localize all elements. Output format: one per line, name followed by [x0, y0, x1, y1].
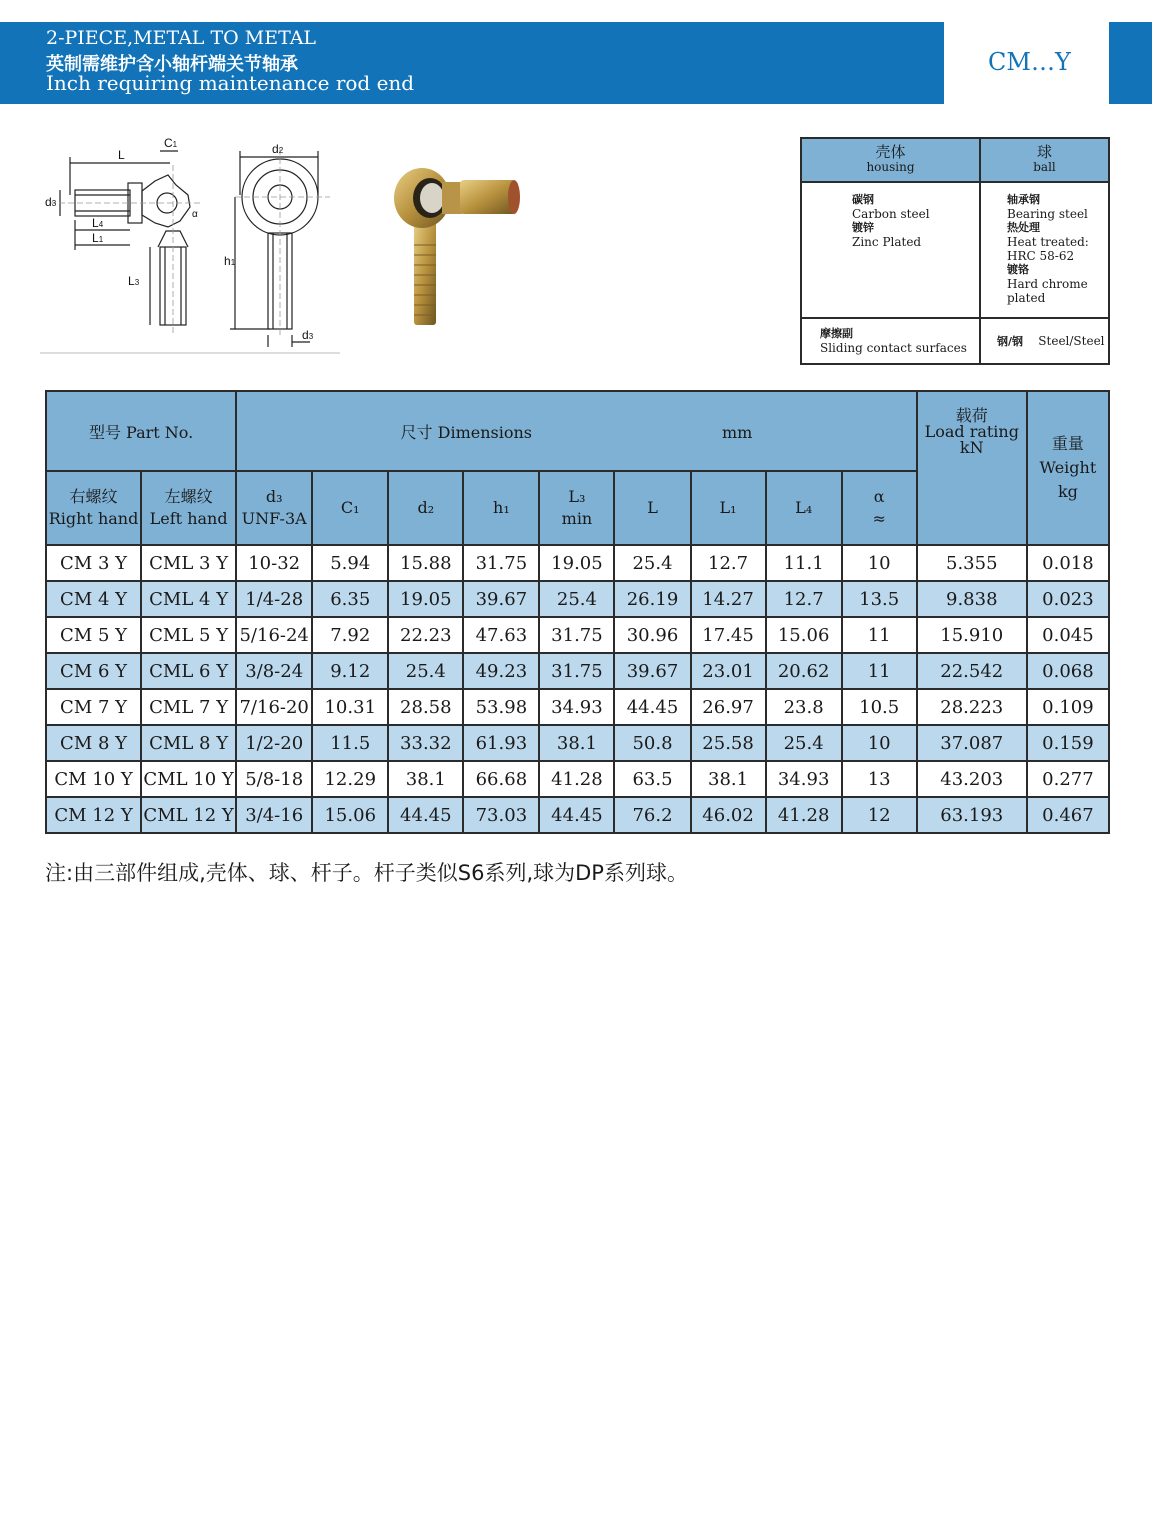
table-cell: 7/16-20: [236, 689, 312, 725]
table-cell: 34.93: [539, 689, 614, 725]
table-cell: 12.7: [766, 581, 842, 617]
table-cell: 1/2-20: [236, 725, 312, 761]
svg-text:α: α: [192, 209, 198, 220]
housing-header: 壳体 housing: [801, 138, 980, 182]
left-hand-header: 左螺纹 Left hand: [141, 471, 236, 545]
table-cell: 15.910: [917, 617, 1027, 653]
table-cell: CML 6 Y: [141, 653, 236, 689]
table-cell: 38.1: [539, 725, 614, 761]
ball-materials: 轴承钢 Bearing steel 热处理 Heat treated: HRC 58-62 镀铬 Hard chrome plated: [980, 182, 1109, 318]
table-row: [46, 581, 1109, 617]
table-cell: 0.018: [1027, 545, 1109, 581]
table-cell: 73.03: [463, 797, 539, 833]
materials-table: [800, 137, 1110, 365]
table-cell: 47.63: [463, 617, 539, 653]
table-cell: 49.23: [463, 653, 539, 689]
table-cell: CML 10 Y: [141, 761, 236, 797]
table-cell: 25.4: [388, 653, 463, 689]
table-cell: 34.93: [766, 761, 842, 797]
table-cell: CML 8 Y: [141, 725, 236, 761]
table-cell: 31.75: [539, 617, 614, 653]
table-cell: 7.92: [312, 617, 388, 653]
table-cell: 63.5: [614, 761, 690, 797]
svg-text:d3: d3: [45, 195, 57, 209]
table-cell: 53.98: [463, 689, 539, 725]
table-cell: 6.35: [312, 581, 388, 617]
col-d2-header: d₂: [388, 471, 463, 545]
table-cell: 31.75: [463, 545, 539, 581]
table-cell: 22.542: [917, 653, 1027, 689]
table-row: [46, 653, 1109, 689]
side-thread: [75, 190, 130, 216]
table-row: [46, 689, 1109, 725]
table-cell: 11.5: [312, 725, 388, 761]
table-row: [46, 725, 1109, 761]
table-cell: 12.7: [691, 545, 766, 581]
col-L-header: L: [614, 471, 690, 545]
svg-text:d2: d2: [272, 142, 284, 156]
table-cell: 30.96: [614, 617, 690, 653]
col-c1-header: C₁: [312, 471, 388, 545]
table-cell: 41.28: [766, 797, 842, 833]
table-cell: 14.27: [691, 581, 766, 617]
table-cell: 37.087: [917, 725, 1027, 761]
footnote: 注:由三部件组成,壳体、球、杆子。杆子类似S6系列,球为DP系列球。: [45, 861, 688, 885]
header-title-en: 2-PIECE,METAL TO METAL: [46, 27, 317, 49]
table-cell: 41.28: [539, 761, 614, 797]
header-banner: [0, 22, 944, 104]
table-cell: 13: [842, 761, 917, 797]
sliding-surfaces-value: 钢/钢 Steel/Steel: [980, 318, 1109, 364]
table-row: [46, 617, 1109, 653]
table-cell: 10.31: [312, 689, 388, 725]
table-cell: 3/8-24: [236, 653, 312, 689]
side-head: [142, 175, 190, 227]
col-alpha-header: α ≈: [842, 471, 917, 545]
svg-text:L: L: [118, 148, 125, 162]
table-cell: 11: [842, 617, 917, 653]
weight-header: 重量 Weight kg: [1027, 391, 1109, 545]
table-cell: CM 10 Y: [46, 761, 141, 797]
svg-text:L4: L4: [92, 216, 104, 230]
table-cell: 10.5: [842, 689, 917, 725]
table-cell: 12: [842, 797, 917, 833]
table-cell: 13.5: [842, 581, 917, 617]
table-cell: CM 12 Y: [46, 797, 141, 833]
col-l3-header: L₃ min: [539, 471, 614, 545]
table-cell: CML 5 Y: [141, 617, 236, 653]
table-cell: 38.1: [691, 761, 766, 797]
table-cell: CM 3 Y: [46, 545, 141, 581]
table-row: [46, 545, 1109, 581]
table-cell: CM 5 Y: [46, 617, 141, 653]
series-code: CM…Y: [988, 48, 1071, 76]
table-cell: CML 4 Y: [141, 581, 236, 617]
table-cell: 44.45: [614, 689, 690, 725]
table-cell: 0.023: [1027, 581, 1109, 617]
table-cell: 23.01: [691, 653, 766, 689]
table-cell: 26.19: [614, 581, 690, 617]
table-cell: 28.223: [917, 689, 1027, 725]
photo-stud: [460, 180, 516, 214]
dimensions-header: 尺寸 Dimensions mm: [236, 391, 917, 471]
technical-drawing: [40, 135, 350, 357]
header-title-cn: 英制需维护含小轴杆端关节轴承: [46, 54, 298, 75]
col-l4-header: L₄: [766, 471, 842, 545]
table-cell: 1/4-28: [236, 581, 312, 617]
table-cell: 20.62: [766, 653, 842, 689]
table-cell: 22.23: [388, 617, 463, 653]
table-cell: 5.355: [917, 545, 1027, 581]
right-hand-header: 右螺纹 Right hand: [46, 471, 141, 545]
table-cell: 5/16-24: [236, 617, 312, 653]
table-cell: 0.109: [1027, 689, 1109, 725]
table-cell: 0.045: [1027, 617, 1109, 653]
table-cell: 9.12: [312, 653, 388, 689]
table-cell: CM 6 Y: [46, 653, 141, 689]
svg-text:d3: d3: [302, 328, 314, 342]
table-cell: 5.94: [312, 545, 388, 581]
col-h1-header: h₁: [463, 471, 539, 545]
table-cell: 25.4: [539, 581, 614, 617]
table-cell: 10: [842, 725, 917, 761]
table-cell: 11.1: [766, 545, 842, 581]
table-cell: 38.1: [388, 761, 463, 797]
table-cell: 44.45: [539, 797, 614, 833]
table-cell: 43.203: [917, 761, 1027, 797]
table-cell: 25.4: [766, 725, 842, 761]
product-photo: [392, 160, 522, 330]
table-cell: CM 4 Y: [46, 581, 141, 617]
part-no-header: 型号 Part No.: [46, 391, 236, 471]
table-cell: CML 7 Y: [141, 689, 236, 725]
table-cell: 76.2: [614, 797, 690, 833]
table-cell: CM 8 Y: [46, 725, 141, 761]
table-cell: 17.45: [691, 617, 766, 653]
table-cell: 10: [842, 545, 917, 581]
table-cell: CML 3 Y: [141, 545, 236, 581]
svg-text:h1: h1: [224, 254, 236, 268]
table-cell: 3/4-16: [236, 797, 312, 833]
table-cell: 63.193: [917, 797, 1027, 833]
table-cell: 15.06: [766, 617, 842, 653]
table-cell: 61.93: [463, 725, 539, 761]
table-cell: 12.29: [312, 761, 388, 797]
table-cell: 10-32: [236, 545, 312, 581]
table-cell: 31.75: [539, 653, 614, 689]
table-cell: 33.32: [388, 725, 463, 761]
photo-rod: [414, 220, 436, 325]
table-cell: 19.05: [539, 545, 614, 581]
table-cell: 11: [842, 653, 917, 689]
table-cell: 19.05: [388, 581, 463, 617]
table-cell: 23.8: [766, 689, 842, 725]
table-row: [46, 797, 1109, 833]
table-cell: CML 12 Y: [141, 797, 236, 833]
table-cell: 0.467: [1027, 797, 1109, 833]
table-cell: 46.02: [691, 797, 766, 833]
table-cell: 39.67: [463, 581, 539, 617]
load-rating-header: 载荷 Load rating kN: [917, 391, 1027, 545]
accent-bar: [1109, 22, 1152, 104]
table-cell: 5/8-18: [236, 761, 312, 797]
housing-materials: 碳钢 Carbon steel 镀锌 Zinc Plated: [801, 182, 980, 318]
header-subtitle: Inch requiring maintenance rod end: [46, 71, 415, 95]
table-cell: 39.67: [614, 653, 690, 689]
table-row: [46, 761, 1109, 797]
table-cell: 25.4: [614, 545, 690, 581]
table-cell: 44.45: [388, 797, 463, 833]
table-cell: 50.8: [614, 725, 690, 761]
col-l1-header: L₁: [691, 471, 766, 545]
svg-text:C1: C1: [164, 136, 178, 150]
table-cell: 9.838: [917, 581, 1027, 617]
col-d3-header: d₃ UNF-3A: [236, 471, 312, 545]
ball-header: 球 ball: [980, 138, 1109, 182]
table-cell: 25.58: [691, 725, 766, 761]
table-cell: 15.06: [312, 797, 388, 833]
svg-text:L3: L3: [128, 274, 140, 288]
sliding-surfaces-label: 摩擦副 Sliding contact surfaces: [801, 318, 980, 364]
table-cell: CM 7 Y: [46, 689, 141, 725]
table-cell: 0.277: [1027, 761, 1109, 797]
table-cell: 28.58: [388, 689, 463, 725]
table-cell: 0.068: [1027, 653, 1109, 689]
table-cell: 66.68: [463, 761, 539, 797]
table-cell: 15.88: [388, 545, 463, 581]
table-cell: 26.97: [691, 689, 766, 725]
dimensions-table: [45, 390, 1110, 834]
svg-text:L1: L1: [92, 231, 104, 245]
table-cell: 0.159: [1027, 725, 1109, 761]
